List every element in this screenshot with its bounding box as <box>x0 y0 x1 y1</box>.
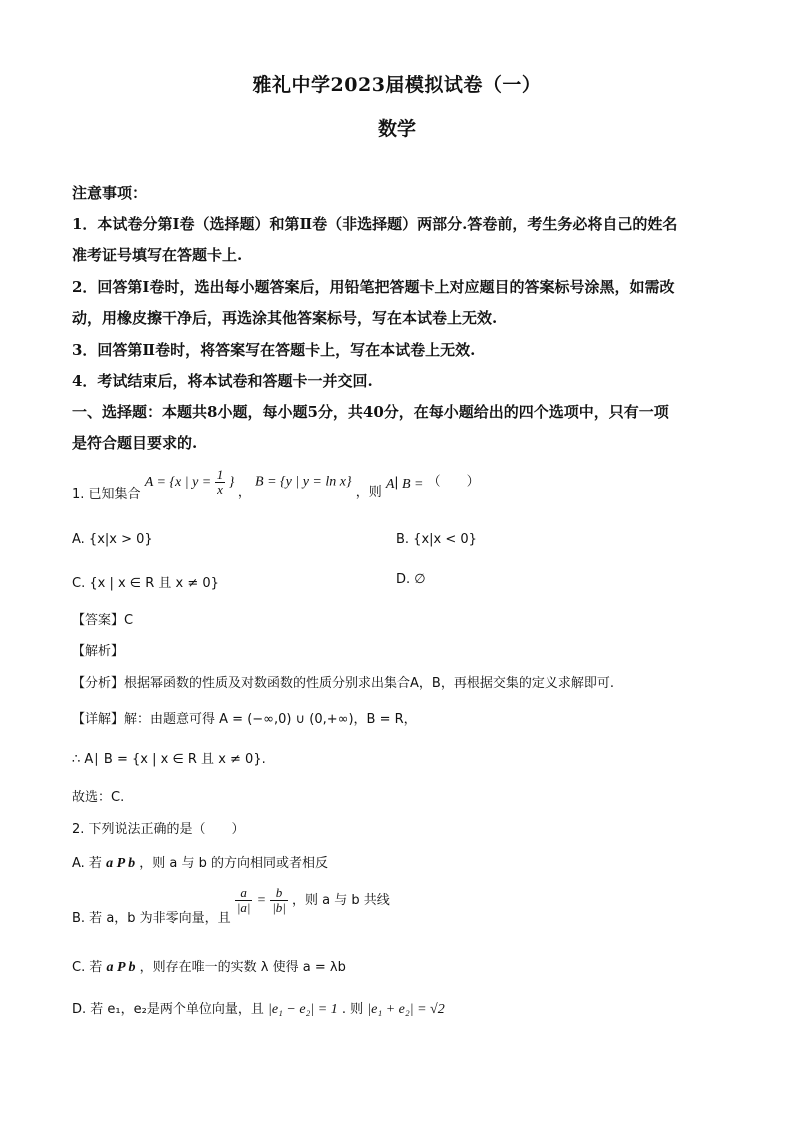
q2-b-post: ，则 a 与 b 共线 <box>292 893 390 908</box>
q2-c-post: ，则存在唯一的实数 λ 使得 a = λb <box>139 960 346 975</box>
notice-heading: 注意事项： <box>72 184 148 202</box>
q2-option-a <box>72 852 732 872</box>
q2-d-math-1: |e₁ − e₂| = 1 <box>267 1002 338 1017</box>
q2-b-right-den: |b| <box>272 900 286 915</box>
notice-item-2a: 2．回答第Ⅰ卷时，选出每小题答案后，用铅笔把答题卡上对应题目的答案标号涂黑，如需改 <box>72 278 675 296</box>
q1-therefore: ∴ A∣ B = {x | x ∈ R 且 x ≠ 0}. <box>72 752 266 767</box>
notice-item-1a: 1．本试卷分第Ⅰ卷（选择题）和第Ⅱ卷（非选择题）两部分.答卷前，考生务必将自己的姓名 <box>72 215 678 233</box>
q2-d-pre: D. 若 e₁，e₂是两个单位向量，且 <box>72 1002 264 1017</box>
fenxi-text: 根据幂函数的性质及对数函数的性质分别求出集合A，B，再根据交集的定义求解即可. <box>124 676 614 691</box>
q2-a-pre: A. 若 <box>72 856 102 871</box>
q1-option-a: A. {x|x > 0} <box>72 532 153 547</box>
q2-c-math: a P b <box>106 960 136 975</box>
q1-set-a-fraction <box>215 468 226 497</box>
q1-fenxi <box>72 672 732 691</box>
fenxi-label: 【分析】 <box>72 676 125 691</box>
q2-b-left-num: a <box>235 886 253 901</box>
answer-value: C <box>124 613 134 628</box>
q2-a-math: a P b <box>106 856 136 871</box>
xiangjie-text: 解：由题意可得 A = (−∞,0) ∪ (0,+∞)，B = R， <box>124 712 417 727</box>
q2-option-c <box>72 956 732 976</box>
notice-item-3: 3．回答第Ⅱ卷时，将答案写在答题卡上，写在本试卷上无效. <box>72 341 476 359</box>
q1-prefix: 1. 已知集合 <box>72 486 141 502</box>
subject-title: 数学 <box>377 118 416 140</box>
q2-b-right-num: b <box>270 886 288 901</box>
notice-item-2b: 动，用橡皮擦干净后，再选涂其他答案标号，写在本试卷上无效. <box>72 309 498 327</box>
q1-comma: ， <box>237 484 251 500</box>
xiangjie-label: 【详解】 <box>72 712 125 727</box>
q1-set-a-rhs: } <box>228 474 235 490</box>
answer-label: 【答案】 <box>72 613 125 628</box>
q1-option-c: C. {x | x ∈ R 且 x ≠ 0} <box>72 576 219 591</box>
q2-b-right-fraction <box>270 886 288 915</box>
q2-d-math-2: |e₁ + e₂| = √2 <box>367 1002 445 1017</box>
q1-then: ，则 <box>355 484 382 500</box>
q2-b-pre: B. 若 a，b 为非零向量，且 <box>72 911 231 926</box>
exam-title: 雅礼中学2023届模拟试卷（一） <box>252 74 542 96</box>
section-heading-b: 是符合题目要求的. <box>72 434 198 452</box>
question-2-stem: 2. 下列说法正确的是（ ） <box>72 822 245 837</box>
q2-b-left-fraction <box>235 886 253 915</box>
q1-set-b: B = {y | y = ln x} <box>255 474 352 490</box>
q2-b-eq: = <box>256 893 267 908</box>
section-heading-a: 一、选择题：本题共8小题，每小题5分，共40分，在每小题给出的四个选项中，只有一项 <box>72 403 669 421</box>
q1-answer-blank: （ ） <box>427 474 480 490</box>
q2-option-d <box>72 998 732 1018</box>
q1-set-a-lhs: A = {x | y = <box>144 474 212 490</box>
q2-c-pre: C. 若 <box>72 960 103 975</box>
q1-choose: 故选：C. <box>72 790 125 805</box>
q2-a-post: ，则 a 与 b 的方向相同或者相反 <box>139 856 329 871</box>
q2-d-mid: . 则 <box>341 1002 364 1017</box>
q2-option-b <box>72 886 732 934</box>
q1-analysis-label: 【解析】 <box>72 644 125 659</box>
q1-set-a <box>144 467 238 497</box>
q1-option-b: B. {x|x < 0} <box>396 532 477 547</box>
notice-item-1b: 准考证号填写在答题卡上. <box>72 246 243 264</box>
q1-answer <box>72 609 732 628</box>
q1-fraction-num: 1 <box>216 467 224 482</box>
question-1-stem <box>72 468 732 504</box>
q1-fraction-den: x <box>217 482 223 497</box>
notice-item-4: 4．考试结束后，将本试卷和答题卡一并交回. <box>72 372 373 390</box>
q1-intersect: A∣ B = <box>385 476 424 492</box>
q1-xiangjie <box>72 708 732 727</box>
q1-option-d: D. ∅ <box>396 572 426 587</box>
q2-b-left-den: |a| <box>236 900 251 915</box>
